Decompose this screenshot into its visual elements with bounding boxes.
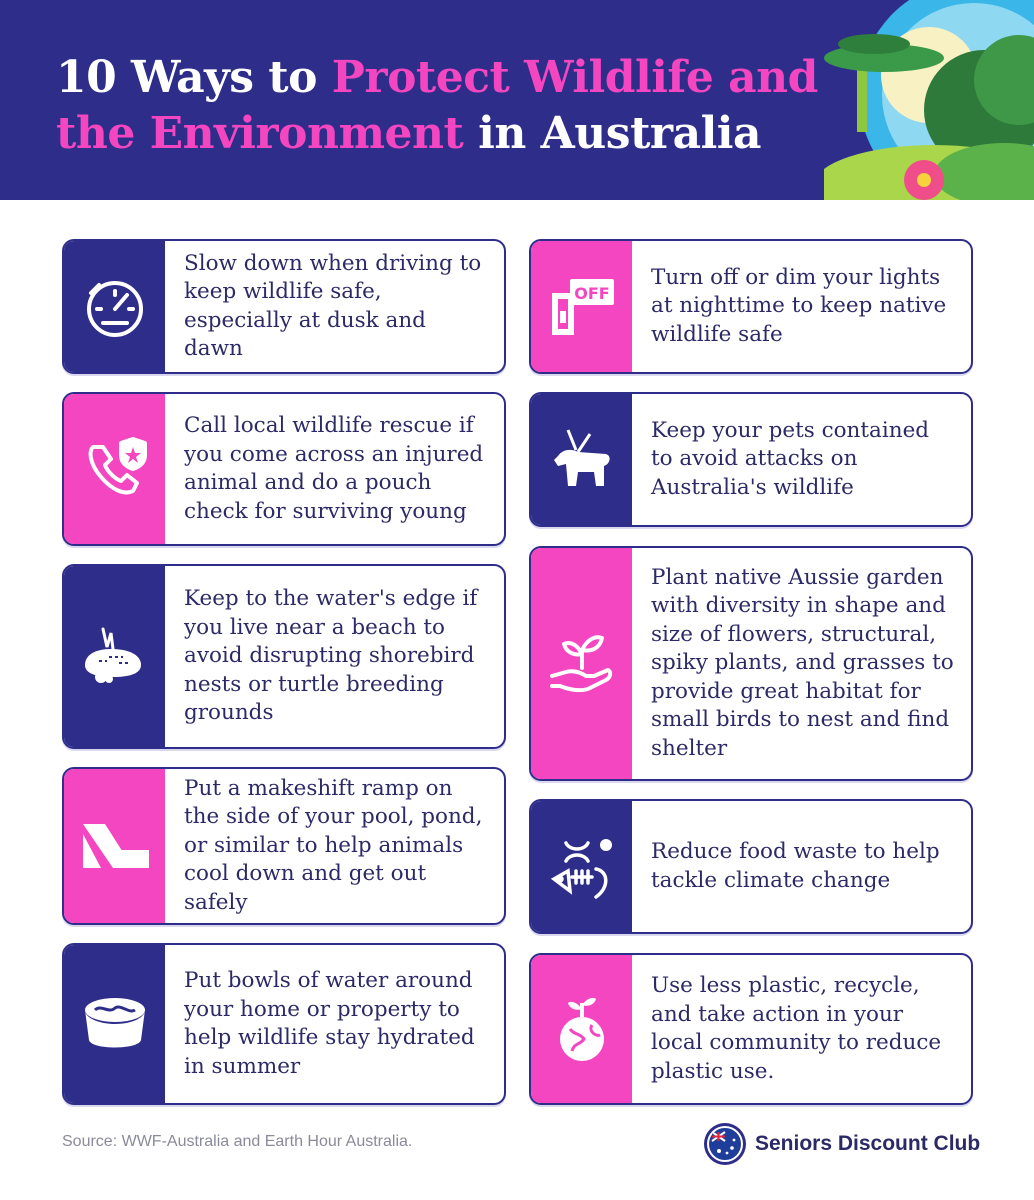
tip-card-waters-edge (62, 564, 506, 749)
tip-text: Plant native Aussie garden with diversity in shape and size of flowers, structural, spiky plants, and grasses to provide great habitat for small birds to nest and find shelter (651, 564, 954, 761)
tip-text: Put a makeshift ramp on the side of your pool, pond, or similar to help animals cool down and get out safely (184, 775, 483, 915)
tip-text: Call local wildlife rescue if you come across an injured animal and do a pouch check for surviving young (184, 413, 484, 524)
nature-scene-illustration (824, 0, 1034, 200)
tip-card-less-plastic (529, 953, 973, 1105)
title-part-4: in Australia (463, 108, 762, 159)
tip-text: Slow down when driving to keep wildlife safe, especially at dusk and dawn (184, 250, 482, 361)
page-title (56, 50, 836, 162)
phone-shield-icon (79, 433, 151, 505)
title-highlight-1: Protect Wildlife and (331, 52, 818, 103)
tip-text: Use less plastic, recycle, and take action in your local community to reduce plastic use. (651, 973, 942, 1084)
svg-text:OFF: OFF (573, 283, 610, 303)
dog-leash-icon (546, 424, 618, 496)
tip-card-slow-down (62, 239, 506, 374)
globe-sprout-icon (546, 993, 618, 1065)
light-switch-off-icon (546, 271, 618, 343)
tip-card-food-waste (529, 799, 973, 934)
brand-footer (703, 1122, 980, 1166)
icon-panel (64, 566, 165, 747)
icon-panel (531, 801, 632, 932)
header-banner (0, 0, 1034, 200)
hand-sprout-icon (546, 628, 618, 700)
ramp-icon (79, 810, 151, 882)
title-highlight-2: the Environment (56, 108, 464, 159)
tip-text: Keep your pets contained to avoid attacks on Australia's wildlife (651, 417, 930, 500)
icon-panel (64, 394, 165, 544)
tip-text: Turn off or dim your lights at nighttime to keep native wildlife safe (651, 264, 947, 347)
water-bowl-icon (79, 988, 151, 1060)
title-part-1: 10 Ways to (56, 52, 332, 103)
tip-card-native-garden (529, 546, 973, 781)
tip-card-water-bowls (62, 943, 506, 1105)
beach-rock-icon (79, 621, 151, 693)
icon-panel (64, 241, 165, 372)
source-citation: Source: WWF-Australia and Earth Hour Australia. (62, 1133, 413, 1150)
tip-card-pool-ramp (62, 767, 506, 925)
brand-logo-icon (703, 1122, 747, 1166)
tip-card-pets (529, 392, 973, 527)
icon-panel (531, 548, 632, 779)
tip-text: Keep to the water's edge if you live near a beach to avoid disrupting shorebird nests or turtle breeding grounds (184, 586, 478, 726)
icon-panel (531, 955, 632, 1103)
tip-text: Reduce food waste to help tackle climate change (651, 839, 940, 893)
tip-text: Put bowls of water around your home or property to help wildlife stay hydrated in summer (184, 968, 475, 1079)
food-waste-icon (546, 831, 618, 903)
tip-card-wildlife-rescue (62, 392, 506, 546)
speedometer-icon (79, 271, 151, 343)
icon-panel (531, 241, 632, 372)
icon-panel (64, 769, 165, 923)
icon-panel (531, 394, 632, 525)
icon-panel (64, 945, 165, 1103)
tip-card-lights-off (529, 239, 973, 374)
brand-name: Seniors Discount Club (755, 1132, 981, 1155)
